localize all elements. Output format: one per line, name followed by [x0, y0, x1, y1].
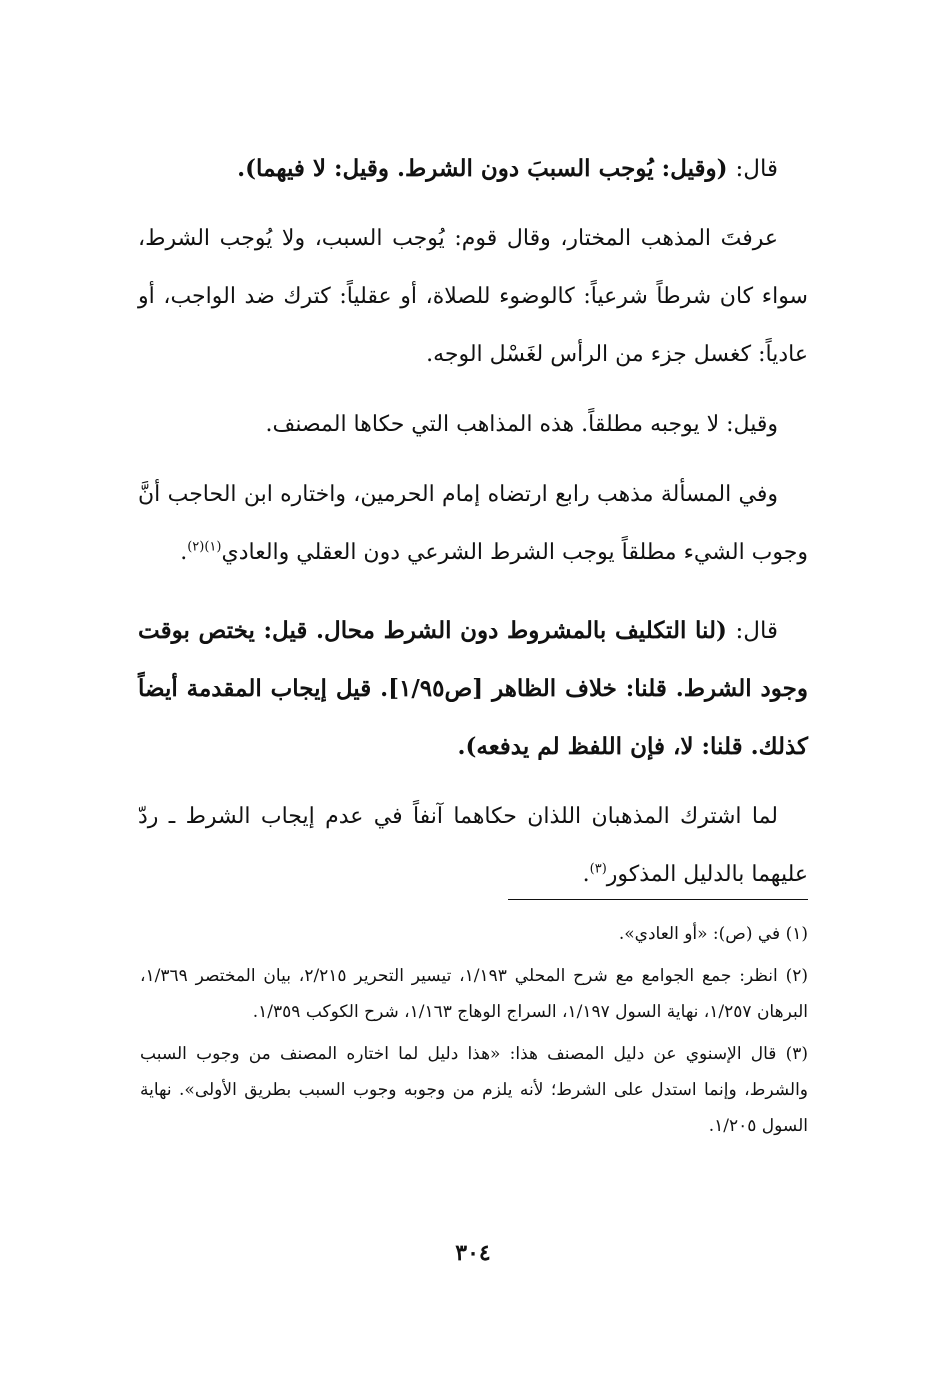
paragraph-3-text: وفي المسألة مذهب رابع ارتضاه إمام الحرمين، واختاره ابن الحاجب أنَّ وجوب الشيء مطلقاً يوجب الشرط الشرعي دون العقلي والعادي — [138, 482, 808, 565]
paragraph-4-end: . — [582, 862, 590, 887]
quote-text: (وقيل: يُوجب السببَ دون الشرط. وقيل: لا فيهما). — [237, 155, 728, 182]
paragraph-2: وقيل: لا يوجبه مطلقاً. هذه المذاهب التي حكاها المصنف. — [265, 412, 778, 437]
footnotes — [140, 916, 808, 1150]
quote-label: قال: — [735, 618, 778, 644]
footnote-divider — [508, 899, 808, 900]
footnote-2: (٢) انظر: جمع الجوامع مع شرح المحلي ١/١٩٣، تيسير التحرير ٢/٢١٥، بيان المختصر ١/٣٦٩، البرهان ١/٢٥٧، نهاية السول ١/١٩٧، السراج الوهاج ١/١٦٣، شرح الكوكب ١/٣٥٩. — [140, 966, 809, 1022]
quote-paragraph-1 — [138, 140, 808, 198]
paragraph-3 — [138, 466, 808, 582]
paragraph-1: عرفتَ المذهب المختار، وقال قوم: يُوجب السبب، ولا يُوجب الشرط، سواء كان شرطاً شرعياً: كالوضوء للصلاة، أو عقلياً: كترك ضد الواجب، أو عادياً: كغسل جزء من الرأس لغَسْل الوجه. — [138, 226, 808, 367]
paragraph-4 — [138, 788, 808, 904]
footnote-ref-3: (٣) — [589, 861, 607, 877]
quote-paragraph-2 — [138, 602, 808, 776]
paragraph-3-end: . — [180, 540, 188, 565]
quote-label: قال: — [735, 156, 778, 182]
main-text — [138, 140, 808, 904]
page-number: ٣٠٤ — [455, 1240, 491, 1266]
paragraph-4-text: لما اشترك المذهبان اللذان حكاهما آنفاً في عدم إيجاب الشرط ـ ردّ عليهما بالدليل المذكور — [138, 804, 808, 887]
footnote-3: (٣) قال الإسنوي عن دليل المصنف هذا: «هذا دليل لما اختاره المصنف من وجوب السبب والشرط، وإنما استدل على الشرط؛ لأنه يلزم من وجوبه وجوب السبب بطريق الأولى». نهاية السول ١/٢٠٥. — [140, 1044, 808, 1136]
footnote-1: (١) في (ص): «أو العادي». — [618, 924, 808, 944]
quote-text: (لنا التكليف بالمشروط دون الشرط محال. قيل: يختص بوقت وجود الشرط. قلنا: خلاف الظاهر [ص١/٩٥]. قيل إيجاب المقدمة أيضاً كذلك. قلنا: لا، فإن اللفظ لم يدفعه). — [138, 617, 809, 760]
footnote-ref-1-2: (١)(٢) — [187, 539, 222, 555]
